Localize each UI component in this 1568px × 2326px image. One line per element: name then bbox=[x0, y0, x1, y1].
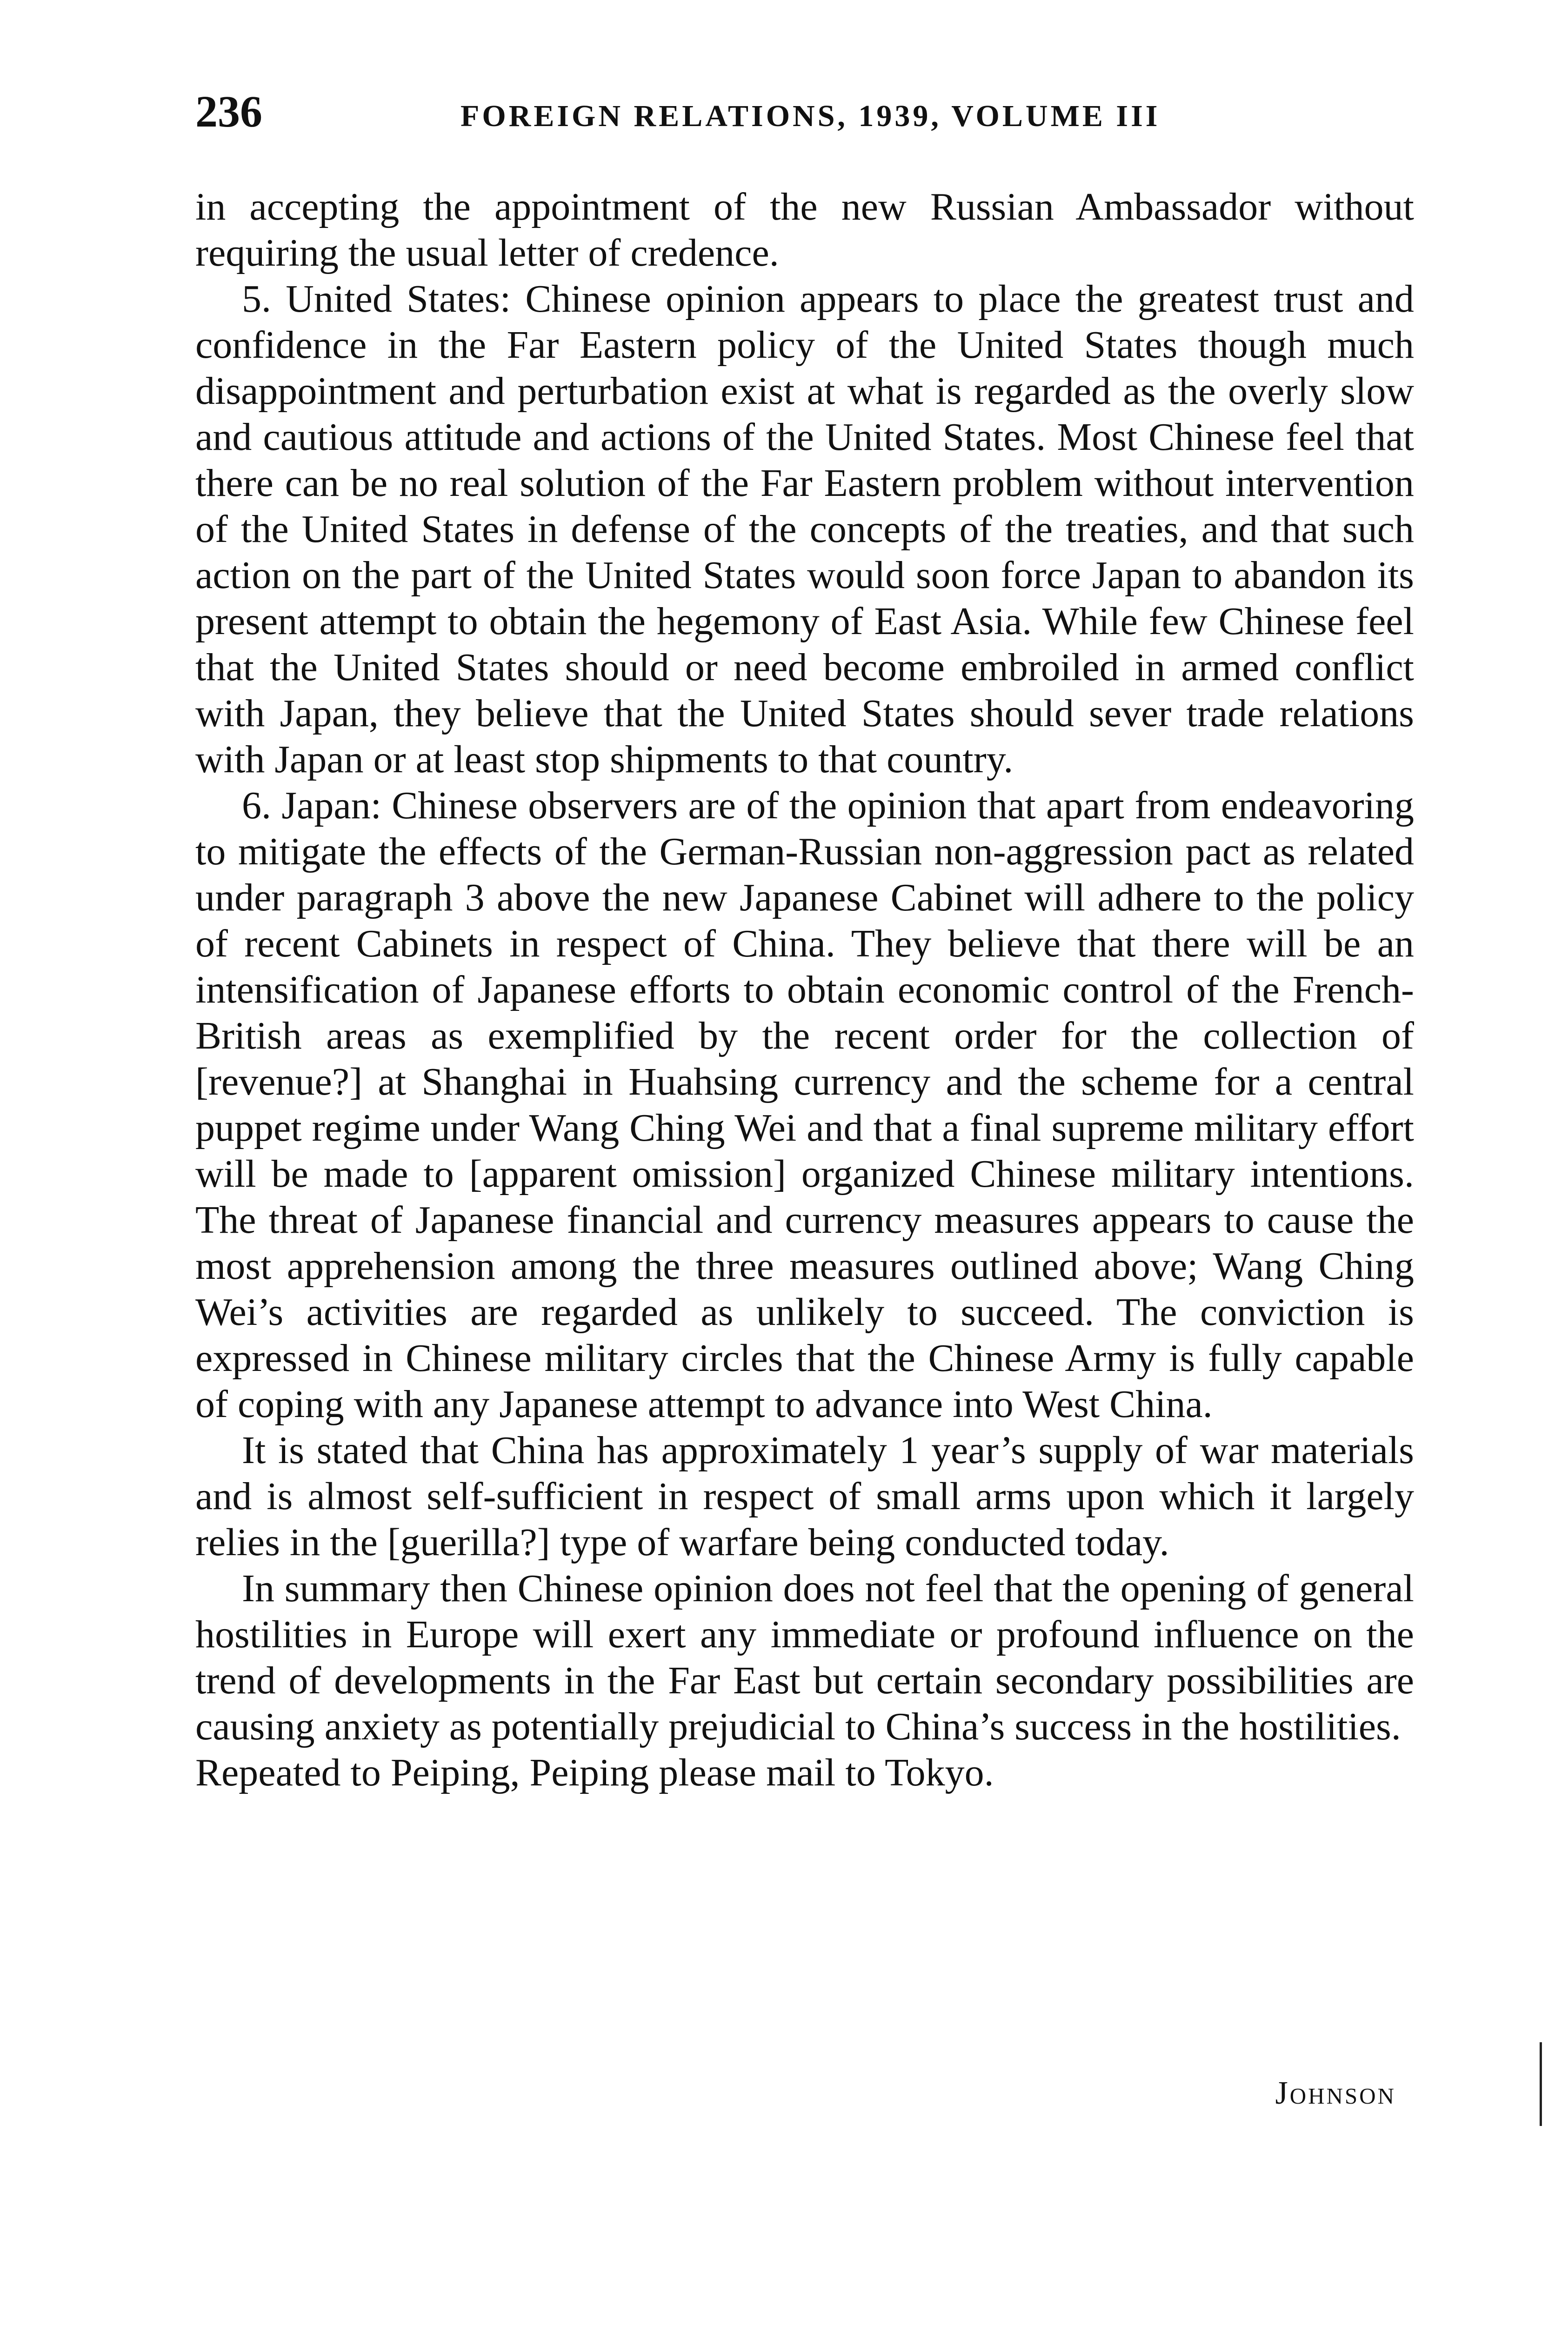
body-text bbox=[195, 184, 1414, 1796]
running-head: FOREIGN RELATIONS, 1939, VOLUME III bbox=[460, 99, 1161, 133]
paragraph-japan: 6. Japan: Chinese observers are of the opinion that apart from endeavoring to mitigate the effects of the German-Russian non-aggression pact as related under paragraph 3 above the new Japanese Cabinet will adhere to the policy of recent Cabinets in respect of China. They believe that there will be an intensification of Japanese efforts to obtain economic control of the French-British areas as exemplified by the recent order for the collection of [revenue?] at Shanghai in Huahsing currency and the scheme for a central puppet regime under Wang Ching Wei and that a final supreme military effort will be made to [apparent omission] organized Chinese military intentions. The threat of Japanese financial and currency measures appears to cause the most apprehension among the three measures outlined above; Wang Ching Wei’s activities are regarded as unlikely to succeed. The conviction is expressed in Chinese military circles that the Chinese Army is fully capable of coping with any Japanese attempt to advance into West China. bbox=[195, 784, 1414, 1426]
margin-rule bbox=[1540, 2042, 1542, 2126]
paragraph-war-materials: It is stated that China has approximately 1 year’s supply of war materials and is almost self-sufficient in respect of small arms upon which it largely relies in the [guerilla?] type of warfare being conducted today. bbox=[195, 1429, 1414, 1564]
paragraph-continuation: in accepting the appointment of the new Russian Ambassador without requiring the usual letter of credence. bbox=[195, 185, 1414, 274]
signature: Johnson bbox=[1275, 2075, 1396, 2111]
repeated-note: Repeated to Peiping, Peiping please mail to Tokyo. bbox=[195, 1751, 994, 1794]
paragraph-summary: In summary then Chinese opinion does not feel that the opening of general hostilities in Europe will exert any immediate or profound influence on the trend of developments in the Far East but certain secondary possibilities are causing anxiety as potentially prejudicial to China’s success in the hostilities. bbox=[195, 1567, 1414, 1748]
page-header bbox=[195, 81, 1414, 142]
paragraph-united-states: 5. United States: Chinese opinion appears to place the greatest trust and confidence in the Far Eastern policy of the United States though much disappointment and perturbation exist at what is regarded as the overly slow and cautious attitude and actions of the United States. Most Chinese feel that there can be no real solution of the Far Eastern problem without intervention of the United States in defense of the concepts of the treaties, and that such action on the part of the United States would soon force Japan to abandon its present attempt to obtain the hegemony of East Asia. While few Chinese feel that the United States should or need become embroiled in armed conflict with Japan, they believe that the United States should sever trade relations with Japan or at least stop shipments to that country. bbox=[195, 277, 1414, 781]
page-number: 236 bbox=[195, 87, 262, 136]
